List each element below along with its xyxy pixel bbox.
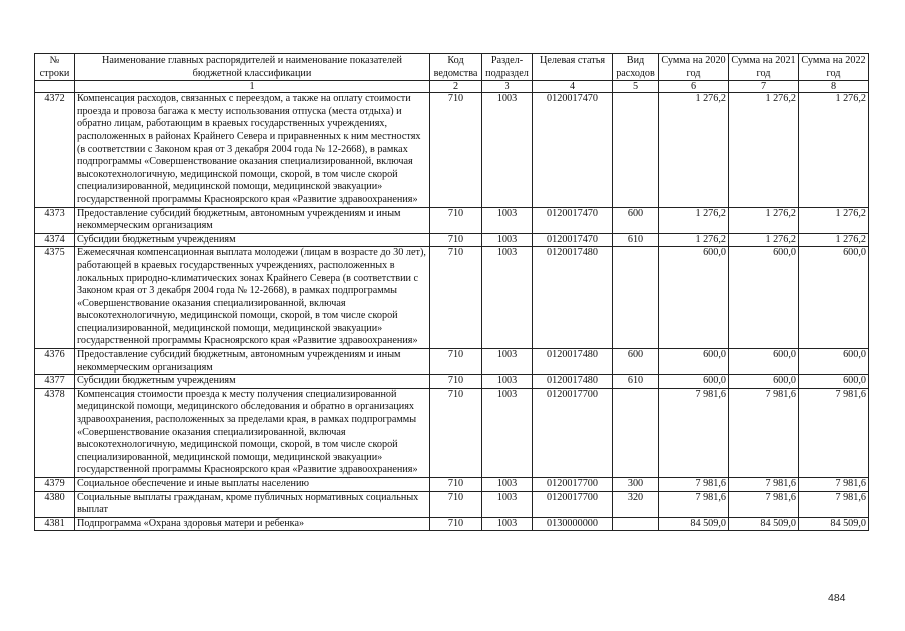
- row-expense-type: 610: [613, 233, 659, 247]
- row-department-code: 710: [430, 349, 482, 375]
- row-expense-type: 320: [613, 491, 659, 517]
- row-number: 4381: [35, 517, 75, 531]
- row-name: Подпрограмма «Охрана здоровья матери и ребенка»: [75, 517, 430, 531]
- row-name: Предоставление субсидий бюджетным, автономным учреждениям и иным некоммерческим организациям: [75, 349, 430, 375]
- row-expense-type: 610: [613, 375, 659, 389]
- row-target-article: 0120017700: [533, 388, 613, 477]
- row-expense-type: [613, 517, 659, 531]
- column-number-cell: 3: [482, 81, 533, 93]
- row-department-code: 710: [430, 207, 482, 233]
- column-number-cell: 7: [729, 81, 799, 93]
- row-number: 4378: [35, 388, 75, 477]
- row-expense-type: [613, 388, 659, 477]
- row-sum-2022: 7 981,6: [799, 388, 869, 477]
- column-number-cell: 2: [430, 81, 482, 93]
- column-number-cell: 6: [659, 81, 729, 93]
- row-number: 4375: [35, 247, 75, 349]
- row-department-code: 710: [430, 388, 482, 477]
- column-number-cell: 4: [533, 81, 613, 93]
- table-header: [35, 54, 869, 93]
- row-number: 4380: [35, 491, 75, 517]
- table-row: [35, 349, 869, 375]
- table-row: [35, 517, 869, 531]
- row-sum-2020: 7 981,6: [659, 388, 729, 477]
- row-sum-2021: 600,0: [729, 349, 799, 375]
- row-number: 4377: [35, 375, 75, 389]
- row-sum-2021: 7 981,6: [729, 388, 799, 477]
- column-number-cell: 1: [75, 81, 430, 93]
- row-section: 1003: [482, 349, 533, 375]
- header-target-article: Целевая статья: [533, 54, 613, 81]
- row-sum-2020: 600,0: [659, 375, 729, 389]
- row-target-article: 0120017480: [533, 247, 613, 349]
- row-section: 1003: [482, 375, 533, 389]
- budget-table: [34, 53, 869, 531]
- row-sum-2021: 7 981,6: [729, 491, 799, 517]
- column-number-cell: 5: [613, 81, 659, 93]
- row-sum-2020: 84 509,0: [659, 517, 729, 531]
- row-target-article: 0120017470: [533, 207, 613, 233]
- row-sum-2022: 600,0: [799, 349, 869, 375]
- row-expense-type: 600: [613, 207, 659, 233]
- row-name: Ежемесячная компенсационная выплата молодежи (лицам в возрасте до 30 лет), работающей в краевых государственных учреждениях, расположенных в локальных природно-климатических зонах Крайнего Севера (в соответствии с Законом края от 3 декабря 2004 года № 12-2668), в рамках подпрограммы «Совершенствование оказания специализированной, включая высокотехнологичную, медицинской помощи, скорой, в том числе скорой специализированной, медицинской помощи, медицинской эвакуации» государственной программы Красноярского края «Развитие здравоохранения»: [75, 247, 430, 349]
- row-target-article: 0130000000: [533, 517, 613, 531]
- row-section: 1003: [482, 517, 533, 531]
- row-department-code: 710: [430, 517, 482, 531]
- table-body: [35, 93, 869, 531]
- row-name: Предоставление субсидий бюджетным, автономным учреждениям и иным некоммерческим организациям: [75, 207, 430, 233]
- row-name: Социальное обеспечение и иные выплаты населению: [75, 478, 430, 492]
- row-sum-2020: 600,0: [659, 247, 729, 349]
- column-number-cell: 8: [799, 81, 869, 93]
- row-number: 4373: [35, 207, 75, 233]
- table-row: [35, 388, 869, 477]
- row-sum-2022: 84 509,0: [799, 517, 869, 531]
- row-section: 1003: [482, 388, 533, 477]
- row-sum-2020: 1 276,2: [659, 233, 729, 247]
- row-department-code: 710: [430, 375, 482, 389]
- row-expense-type: 300: [613, 478, 659, 492]
- row-number: 4379: [35, 478, 75, 492]
- row-name: Субсидии бюджетным учреждениям: [75, 233, 430, 247]
- header-sum-2021: Сумма на 2021 год: [729, 54, 799, 81]
- header-department-code: Код ведомства: [430, 54, 482, 81]
- row-number: 4372: [35, 93, 75, 207]
- row-name: Компенсация стоимости проезда к месту получения специализированной медицинской помощи, медицинского обследования и обратно в организациях здравоохранения, расположенных за пределами края, в рамках подпрограммы «Совершенствование оказания специализированной, включая высокотехнологичную, медицинской помощи, скорой, в том числе скорой специализированной, медицинской помощи, медицинской эвакуации» государственной программы Красноярского края «Развитие здравоохранения»: [75, 388, 430, 477]
- row-section: 1003: [482, 207, 533, 233]
- table-row: [35, 247, 869, 349]
- row-expense-type: 600: [613, 349, 659, 375]
- row-sum-2020: 600,0: [659, 349, 729, 375]
- row-sum-2021: 1 276,2: [729, 207, 799, 233]
- row-target-article: 0120017700: [533, 478, 613, 492]
- table-row: [35, 491, 869, 517]
- row-target-article: 0120017470: [533, 233, 613, 247]
- table-row: [35, 93, 869, 207]
- row-sum-2022: 1 276,2: [799, 233, 869, 247]
- row-sum-2021: 84 509,0: [729, 517, 799, 531]
- row-sum-2021: 1 276,2: [729, 233, 799, 247]
- row-target-article: 0120017470: [533, 93, 613, 207]
- row-target-article: 0120017700: [533, 491, 613, 517]
- row-department-code: 710: [430, 93, 482, 207]
- header-row-number: № строки: [35, 54, 75, 81]
- page-number: 484: [828, 592, 846, 604]
- row-department-code: 710: [430, 491, 482, 517]
- header-section: Раздел-подраздел: [482, 54, 533, 81]
- row-section: 1003: [482, 491, 533, 517]
- row-expense-type: [613, 93, 659, 207]
- row-name: Социальные выплаты гражданам, кроме публичных нормативных социальных выплат: [75, 491, 430, 517]
- row-sum-2022: 1 276,2: [799, 207, 869, 233]
- table-row: [35, 233, 869, 247]
- row-sum-2021: 600,0: [729, 247, 799, 349]
- row-sum-2020: 7 981,6: [659, 491, 729, 517]
- column-number-row: [35, 81, 869, 93]
- row-department-code: 710: [430, 478, 482, 492]
- row-department-code: 710: [430, 233, 482, 247]
- row-sum-2022: 1 276,2: [799, 93, 869, 207]
- row-section: 1003: [482, 247, 533, 349]
- row-expense-type: [613, 247, 659, 349]
- row-sum-2022: 600,0: [799, 247, 869, 349]
- row-section: 1003: [482, 93, 533, 207]
- row-number: 4374: [35, 233, 75, 247]
- header-sum-2020: Сумма на 2020 год: [659, 54, 729, 81]
- row-target-article: 0120017480: [533, 349, 613, 375]
- row-number: 4376: [35, 349, 75, 375]
- row-section: 1003: [482, 233, 533, 247]
- row-name: Компенсация расходов, связанных с переездом, а также на оплату стоимости проезда и провоза багажа к месту использования отпуска (места отдыха) и обратно лицам, работающим в краевых государственных учреждениях, расположенных в районах Крайнего Севера и приравненных к ним местностях (в соответствии с Законом края от 3 декабря 2004 года № 12-2668), в рамках подпрограммы «Совершенствование оказания специализированной, включая высокотехнологичную, медицинской помощи, скорой, в том числе скорой специализированной, медицинской помощи, медицинской эвакуации» государственной программы Красноярского края «Развитие здравоохранения»: [75, 93, 430, 207]
- row-department-code: 710: [430, 247, 482, 349]
- table-row: [35, 478, 869, 492]
- row-sum-2020: 1 276,2: [659, 93, 729, 207]
- header-expense-type: Вид расходов: [613, 54, 659, 81]
- header-sum-2022: Сумма на 2022 год: [799, 54, 869, 81]
- row-sum-2020: 7 981,6: [659, 478, 729, 492]
- column-number-cell: [35, 81, 75, 93]
- row-sum-2022: 600,0: [799, 375, 869, 389]
- row-name: Субсидии бюджетным учреждениям: [75, 375, 430, 389]
- row-target-article: 0120017480: [533, 375, 613, 389]
- row-sum-2022: 7 981,6: [799, 491, 869, 517]
- header-row: [35, 54, 869, 81]
- table-row: [35, 207, 869, 233]
- row-sum-2020: 1 276,2: [659, 207, 729, 233]
- row-sum-2022: 7 981,6: [799, 478, 869, 492]
- row-sum-2021: 1 276,2: [729, 93, 799, 207]
- header-name: Наименование главных распорядителей и наименование показателей бюджетной классификации: [75, 54, 430, 81]
- row-sum-2021: 7 981,6: [729, 478, 799, 492]
- row-sum-2021: 600,0: [729, 375, 799, 389]
- table-row: [35, 375, 869, 389]
- row-section: 1003: [482, 478, 533, 492]
